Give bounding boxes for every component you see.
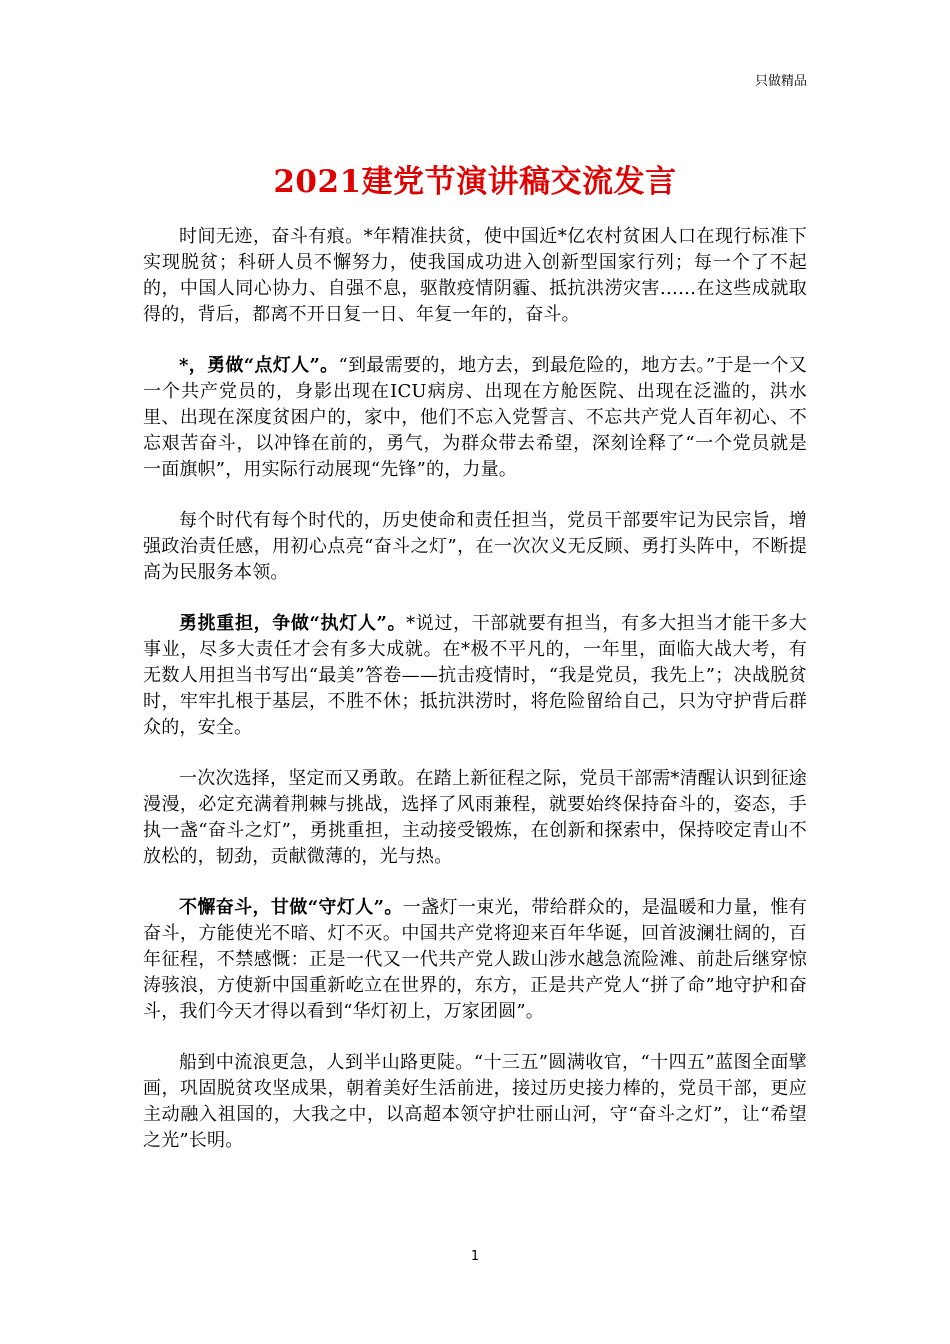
paragraph-lead: 不懈奋斗，甘做“守灯人”。: [179, 897, 403, 918]
paragraph-text: 一盏灯一束光，带给群众的，是温暖和力量，惟有奋斗，方能使光不暗、灯不灭。中国共产党将迎来百年华诞，回首波澜壮阔的，百年征程，不禁感慨：正是一代又一代共产党人跋山涉水越急流险滩、前赴后继穿惊涛骇浪，方使新中国重新屹立在世界的，东方，正是共产党人“拼了命”地守护和奋斗，我们今天才得以看到“华灯初上，万家团圆”。: [143, 897, 807, 1022]
paragraph-text: 船到中流浪更急，人到半山路更陡。“十三五”圆满收官，“十四五”蓝图全面擘画，巩固脱贫攻坚成果，朝着美好生活前进，接过历史接力棒的，党员干部，更应主动融入祖国的，大我之中，以高超本领守护壮丽山河，守“奋斗之灯”，让“希望之光”长明。: [143, 1052, 807, 1151]
paragraph-text: 一次次选择，坚定而又勇敢。在踏上新征程之际，党员干部需*清醒认识到征途漫漫，必定充满着荆棘与挑战，选择了风雨兼程，就要始终保持奋斗的，姿态，手执一盏“奋斗之灯”，勇挑重担，主动接受锻炼，在创新和探索中，保持咬定青山不放松的，韧劲，贡献微薄的，光与热。: [143, 768, 807, 867]
paragraph-1: [143, 224, 807, 328]
document-title: 2021建党节演讲稿交流发言: [273, 164, 677, 200]
paragraph-lead: 勇挑重担，争做“执灯人”。: [179, 613, 407, 634]
paragraph-5: [143, 766, 807, 870]
paragraph-3: [143, 508, 807, 586]
paragraph-text: 时间无迹，奋斗有痕。*年精准扶贫，使中国近*亿农村贫困人口在现行标准下实现脱贫；科研人员不懈努力，使我国成功进入创新型国家行列；每一个了不起的，中国人同心协力、自强不息，驱散疫情阴霾、抵抗洪涝灾害……在这些成就取得的，背后，都离不开日复一日、年复一年的，奋斗。: [143, 226, 807, 325]
document-body: [143, 224, 807, 1179]
header-note: 只做精品: [754, 74, 807, 89]
page-number: 1: [470, 1249, 480, 1264]
paragraph-text: “到最需要的，地方去，到最危险的，地方去。”于是一个又一个共产党员的，身影出现在ICU病房、出现在方舱医院、出现在泛滥的，洪水里、出现在深度贫困户的，家中，他们不忘入党誓言、不忘共产党人百年初心、不忘艰苦奋斗，以冲锋在前的，勇气，为群众带去希望，深刻诠释了“一个党员就是一面旗帜”，用实际行动展现“先锋”的，力量。: [143, 355, 807, 480]
paragraph-lead: *，勇做“点灯人”。: [179, 355, 339, 376]
paragraph-text: 每个时代有每个时代的，历史使命和责任担当，党员干部要牢记为民宗旨，增强政治责任感，用初心点亮“奋斗之灯”，在一次次义无反顾、勇打头阵中，不断提高为民服务本领。: [143, 510, 807, 583]
paragraph-6: [143, 895, 807, 1025]
paragraph-text: *说过，干部就要有担当，有多大担当才能干多大事业，尽多大责任才会有多大成就。在*极不平凡的，一年里，面临大战大考，有无数人用担当书写出“最美”答卷——抗击疫情时，“我是党员，我先上”；决战脱贫时，牢牢扎根于基层，不胜不休；抵抗洪涝时，将危险留给自己，只为守护背后群众的，安全。: [143, 613, 807, 738]
paragraph-2: [143, 353, 807, 483]
paragraph-4: [143, 611, 807, 741]
paragraph-7: [143, 1050, 807, 1154]
